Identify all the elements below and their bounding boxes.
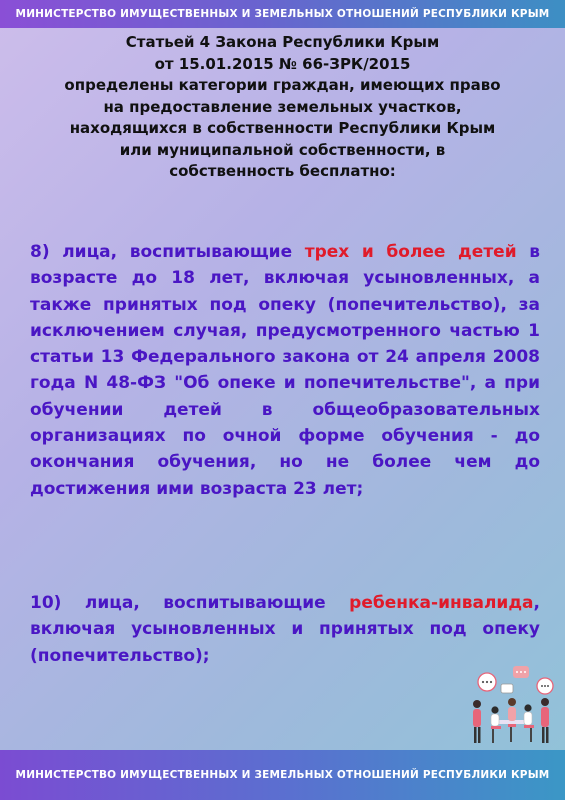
category-item-8 bbox=[30, 239, 540, 502]
intro-line: определены категории граждан, имеющих право bbox=[64, 76, 501, 94]
person-icon bbox=[541, 698, 549, 743]
item10-suffix: , включая усыновленных и принятых под опеку (попечительство); bbox=[30, 593, 540, 666]
footer-band bbox=[0, 750, 565, 800]
item8-highlight-three: трех bbox=[304, 242, 350, 262]
item8-mid: и bbox=[349, 242, 387, 262]
intro-line: собственность бесплатно: bbox=[169, 162, 396, 180]
intro-heading bbox=[30, 32, 535, 183]
intro-line: Статьей 4 Закона Республики Крым bbox=[125, 33, 440, 51]
speech-bubble-icon bbox=[478, 666, 553, 694]
person-icon bbox=[473, 700, 481, 743]
intro-line: находящихся в собственности Республики Крым bbox=[69, 119, 496, 137]
people-discussion-illustration bbox=[465, 664, 557, 750]
ministry-title: МИНИСТЕРСТВО ИМУЩЕСТВЕННЫХ И ЗЕМЕЛЬНЫХ ОТНОШЕНИЙ РЕСПУБЛИКИ КРЫМ bbox=[15, 769, 550, 781]
person-icon bbox=[491, 706, 501, 743]
intro-line: от 15.01.2015 № 66-ЗРК/2015 bbox=[154, 54, 411, 73]
item10-highlight: ребенка-инвалида bbox=[349, 593, 534, 613]
item8-highlight-more-children: более детей bbox=[386, 242, 517, 262]
ministry-title: МИНИСТЕРСТВО ИМУЩЕСТВЕННЫХ И ЗЕМЕЛЬНЫХ ОТНОШЕНИЙ РЕСПУБЛИКИ КРЫМ bbox=[15, 8, 550, 20]
intro-line: на предоставление земельных участков, bbox=[103, 97, 462, 116]
item10-prefix: 10) лица, воспитывающие bbox=[30, 593, 350, 613]
person-icon bbox=[524, 704, 534, 742]
intro-line: или муниципальной собственности, в bbox=[119, 140, 446, 159]
header-band bbox=[0, 0, 565, 28]
category-item-10 bbox=[30, 590, 540, 669]
item8-suffix: в возрасте до 18 лет, включая усыновленных, а также принятых под опеку (попечительство), за исключением случая, предусмотренного частью 1 статьи 13 Федерального закона от 24 апреля 2008 года N 48-ФЗ "Об опеке и попечительстве", а при обучении детей в общеобразовательных организациях по очной форме обучения - до окончания обучения, но не более чем до достижения ими возраста 23 лет; bbox=[30, 242, 540, 499]
item8-prefix: 8) лица, воспитывающие bbox=[30, 242, 305, 262]
person-icon bbox=[508, 698, 516, 742]
